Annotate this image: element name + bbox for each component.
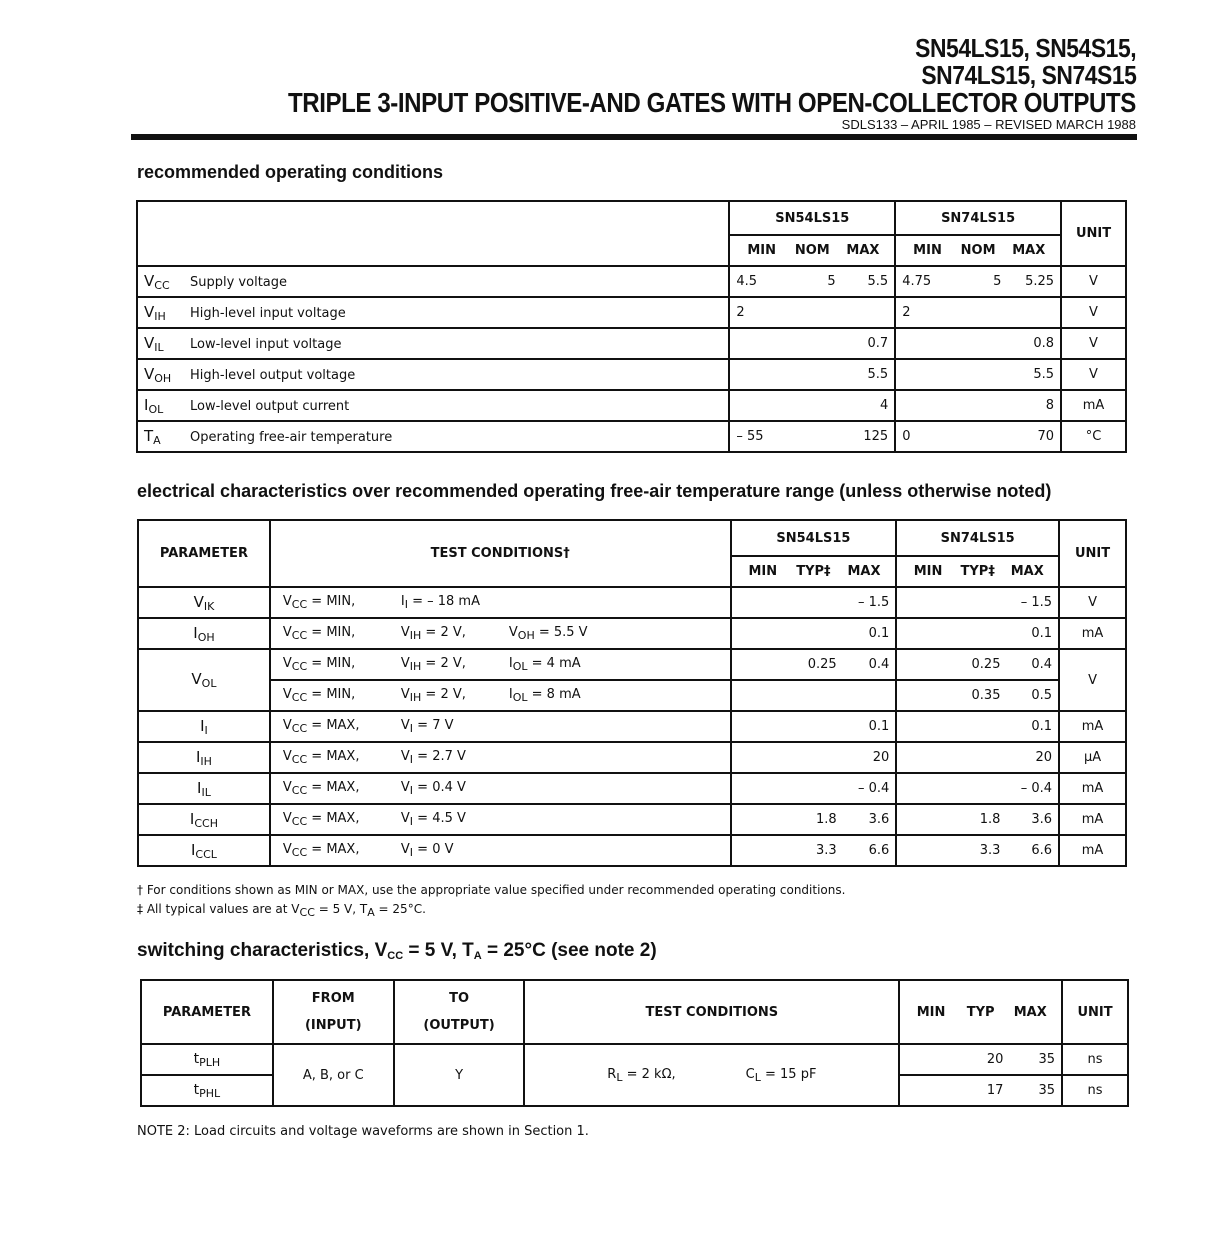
ec-row <box>138 587 1126 618</box>
ec-parameter: $V_{IK}$ <box>138 587 270 618</box>
roc-unit: V <box>1061 266 1126 297</box>
ec-test-condition: $V_{CC}$ = MIN, $V_{IH} = 2$ V, $V_{OH} = 5.5$ V <box>270 618 731 649</box>
ec-dev2-values: 0.25 0.4 <box>896 649 1059 680</box>
ec-parameter: $I_{CCH}$ <box>138 804 270 835</box>
roc-unit: °C <box>1061 421 1126 452</box>
ec-test-condition: $V_{CC}$ = MIN, $V_{IH} = 2$ V, $I_{OL} = 8$ mA <box>270 680 731 711</box>
ec-dev2-values: 3.3 6.6 <box>896 835 1059 866</box>
roc-parameter: $I_{OL}$ Low-level output current <box>137 390 729 421</box>
roc-parameter: $T_A$ Operating free-air temperature <box>137 421 729 452</box>
roc-dev1-values: 5.5 <box>729 359 895 390</box>
ec-row <box>138 804 1126 835</box>
ec-unit-header: UNIT <box>1059 520 1126 587</box>
ec-test-condition: $V_{CC}$ = MIN, $I_I$ = – 18 mA <box>270 587 731 618</box>
ec-row <box>138 711 1126 742</box>
header-rule <box>131 134 1137 140</box>
ec-unit: mA <box>1059 804 1126 835</box>
roc-dev1-header: SN54LS15 <box>729 201 895 235</box>
ec-dev1-values: 0.1 <box>731 711 897 742</box>
ec-parameter: $I_I$ <box>138 711 270 742</box>
ec-parameter: $I_{CCL}$ <box>138 835 270 866</box>
ec-row <box>138 649 1126 680</box>
roc-parameter: $V_{IL}$ Low-level input voltage <box>137 328 729 359</box>
footnote-double-dagger: ‡ All typical values are at $V_{CC} = 5$ V, $T_A = 25^\circ C$. <box>137 902 426 919</box>
sw-unit-tphl: ns <box>1062 1075 1128 1106</box>
ec-dev2-header: SN74LS15 <box>896 520 1059 556</box>
roc-parameter: $V_{IH}$ High-level input voltage <box>137 297 729 328</box>
ec-dev1-header: SN54LS15 <box>731 520 897 556</box>
sw-to-value: Y <box>394 1044 525 1106</box>
ec-unit: mA <box>1059 711 1126 742</box>
sw-param-tphl: $t_{PHL}$ <box>141 1075 273 1106</box>
roc-dev2-values: 5.5 <box>895 359 1061 390</box>
ec-dev2-values: 20 <box>896 742 1059 773</box>
roc-unit: V <box>1061 297 1126 328</box>
ec-unit: mA <box>1059 618 1126 649</box>
ec-parameter: $I_{IH}$ <box>138 742 270 773</box>
ec-test-condition: $V_{CC}$ = MAX, $V_I = 0.4$ V <box>270 773 731 804</box>
roc-blank-header <box>137 201 729 266</box>
roc-row <box>137 421 1126 452</box>
sw-to-header: TO (OUTPUT) <box>394 980 525 1044</box>
ec-dev2-values: 0.1 <box>896 711 1059 742</box>
roc-dev1-values: 4.5 5 5.5 <box>729 266 895 297</box>
roc-dev1-values: 0.7 <box>729 328 895 359</box>
ec-param-header: PARAMETER <box>138 520 270 587</box>
ec-parameter: $I_{OH}$ <box>138 618 270 649</box>
ec-row <box>138 835 1126 866</box>
ec-test-condition: $V_{CC}$ = MAX, $V_I = 0$ V <box>270 835 731 866</box>
ec-test-condition: $V_{CC}$ = MIN, $V_{IH} = 2$ V, $I_{OL} = 4$ mA <box>270 649 731 680</box>
roc-dev2-values: 8 <box>895 390 1061 421</box>
ec-dev1-values: – 1.5 <box>731 587 897 618</box>
ec-dev1-values <box>731 680 897 711</box>
roc-dev2-values: 0 70 <box>895 421 1061 452</box>
ec-dev2-subheaders: MIN TYP‡ MAX <box>896 556 1059 587</box>
ec-parameter: $I_{IL}$ <box>138 773 270 804</box>
roc-row <box>137 266 1126 297</box>
roc-title: recommended operating conditions <box>137 162 444 182</box>
roc-dev1-values: 2 <box>729 297 895 328</box>
ec-dev2-values: 0.35 0.5 <box>896 680 1059 711</box>
sw-table <box>140 979 1129 1107</box>
roc-row <box>137 359 1126 390</box>
ec-dev2-values: 0.1 <box>896 618 1059 649</box>
note-2: NOTE 2: Load circuits and voltage waveforms are shown in Section 1. <box>137 1124 589 1139</box>
sw-title: switching characteristics, $V_{CC} = 5$ V, $T_A = 25^\circ C$ (see note 2) <box>137 940 657 962</box>
ec-dev1-subheaders: MIN TYP‡ MAX <box>731 556 897 587</box>
part-numbers-line-2: SN74LS15, SN74S15 <box>920 60 1136 90</box>
ec-dev1-values: – 0.4 <box>731 773 897 804</box>
roc-dev2-values: 4.75 5 5.25 <box>895 266 1061 297</box>
ec-unit: μA <box>1059 742 1126 773</box>
roc-table <box>136 200 1127 453</box>
sw-test-header: TEST CONDITIONS <box>524 980 899 1044</box>
ec-row <box>138 742 1126 773</box>
ec-unit: V <box>1059 649 1126 711</box>
ec-title: electrical characteristics over recommended operating free-air temperature range (unless otherwise noted) <box>137 481 1052 501</box>
ec-dev2-values: – 1.5 <box>896 587 1059 618</box>
sw-unit-header: UNIT <box>1062 980 1128 1044</box>
document-title: TRIPLE 3-INPUT POSITIVE-AND GATES WITH OPEN-COLLECTOR OUTPUTS <box>288 87 1136 118</box>
ec-row <box>138 773 1126 804</box>
ec-row <box>138 680 1126 711</box>
roc-unit: mA <box>1061 390 1126 421</box>
ec-unit: V <box>1059 587 1126 618</box>
sw-from-header: FROM (INPUT) <box>273 980 394 1044</box>
roc-dev2-values: 0.8 <box>895 328 1061 359</box>
sw-param-header: PARAMETER <box>141 980 273 1044</box>
ec-dev1-values: 0.1 <box>731 618 897 649</box>
ec-dev2-values: 1.8 3.6 <box>896 804 1059 835</box>
ec-test-header: TEST CONDITIONS† <box>270 520 731 587</box>
ec-table <box>137 519 1127 867</box>
ec-test-condition: $V_{CC}$ = MAX, $V_I = 2.7$ V <box>270 742 731 773</box>
ec-dev1-values: 3.3 6.6 <box>731 835 897 866</box>
roc-dev2-values: 2 <box>895 297 1061 328</box>
ec-dev1-values: 20 <box>731 742 897 773</box>
roc-dev1-values: – 55 125 <box>729 421 895 452</box>
roc-parameter: $V_{CC}$ Supply voltage <box>137 266 729 297</box>
footnote-dagger: † For conditions shown as MIN or MAX, use the appropriate value specified under recommended operating conditions. <box>137 883 846 897</box>
roc-dev2-header: SN74LS15 <box>895 201 1061 235</box>
ec-dev1-values: 1.8 3.6 <box>731 804 897 835</box>
roc-parameter: $V_{OH}$ High-level output voltage <box>137 359 729 390</box>
document-number: SDLS133 – APRIL 1985 – REVISED MARCH 1988 <box>841 117 1136 132</box>
sw-values-tplh: 20 35 <box>899 1044 1062 1075</box>
roc-row <box>137 297 1126 328</box>
sw-unit-tplh: ns <box>1062 1044 1128 1075</box>
roc-dev2-subheaders: MIN NOM MAX <box>895 235 1061 266</box>
roc-dev1-subheaders: MIN NOM MAX <box>729 235 895 266</box>
sw-values-tphl: 17 35 <box>899 1075 1062 1106</box>
ec-unit: mA <box>1059 773 1126 804</box>
sw-from-value: A, B, or C <box>273 1044 394 1106</box>
roc-row <box>137 390 1126 421</box>
roc-unit: V <box>1061 359 1126 390</box>
ec-dev2-values: – 0.4 <box>896 773 1059 804</box>
roc-dev1-values: 4 <box>729 390 895 421</box>
sw-test-conditions: $R_L = 2$ kΩ, $C_L = 15$ pF <box>524 1044 899 1106</box>
sw-limits-header: MIN TYP MAX <box>899 980 1062 1044</box>
ec-test-condition: $V_{CC}$ = MAX, $V_I = 4.5$ V <box>270 804 731 835</box>
ec-test-condition: $V_{CC}$ = MAX, $V_I = 7$ V <box>270 711 731 742</box>
ec-parameter: $V_{OL}$ <box>138 649 270 711</box>
ec-dev1-values: 0.25 0.4 <box>731 649 897 680</box>
ec-row <box>138 618 1126 649</box>
roc-unit: V <box>1061 328 1126 359</box>
ec-unit: mA <box>1059 835 1126 866</box>
roc-unit-header: UNIT <box>1061 201 1126 266</box>
roc-row <box>137 328 1126 359</box>
sw-param-tplh: $t_{PLH}$ <box>141 1044 273 1075</box>
part-numbers-line-1: SN54LS15, SN54S15, <box>914 33 1136 63</box>
